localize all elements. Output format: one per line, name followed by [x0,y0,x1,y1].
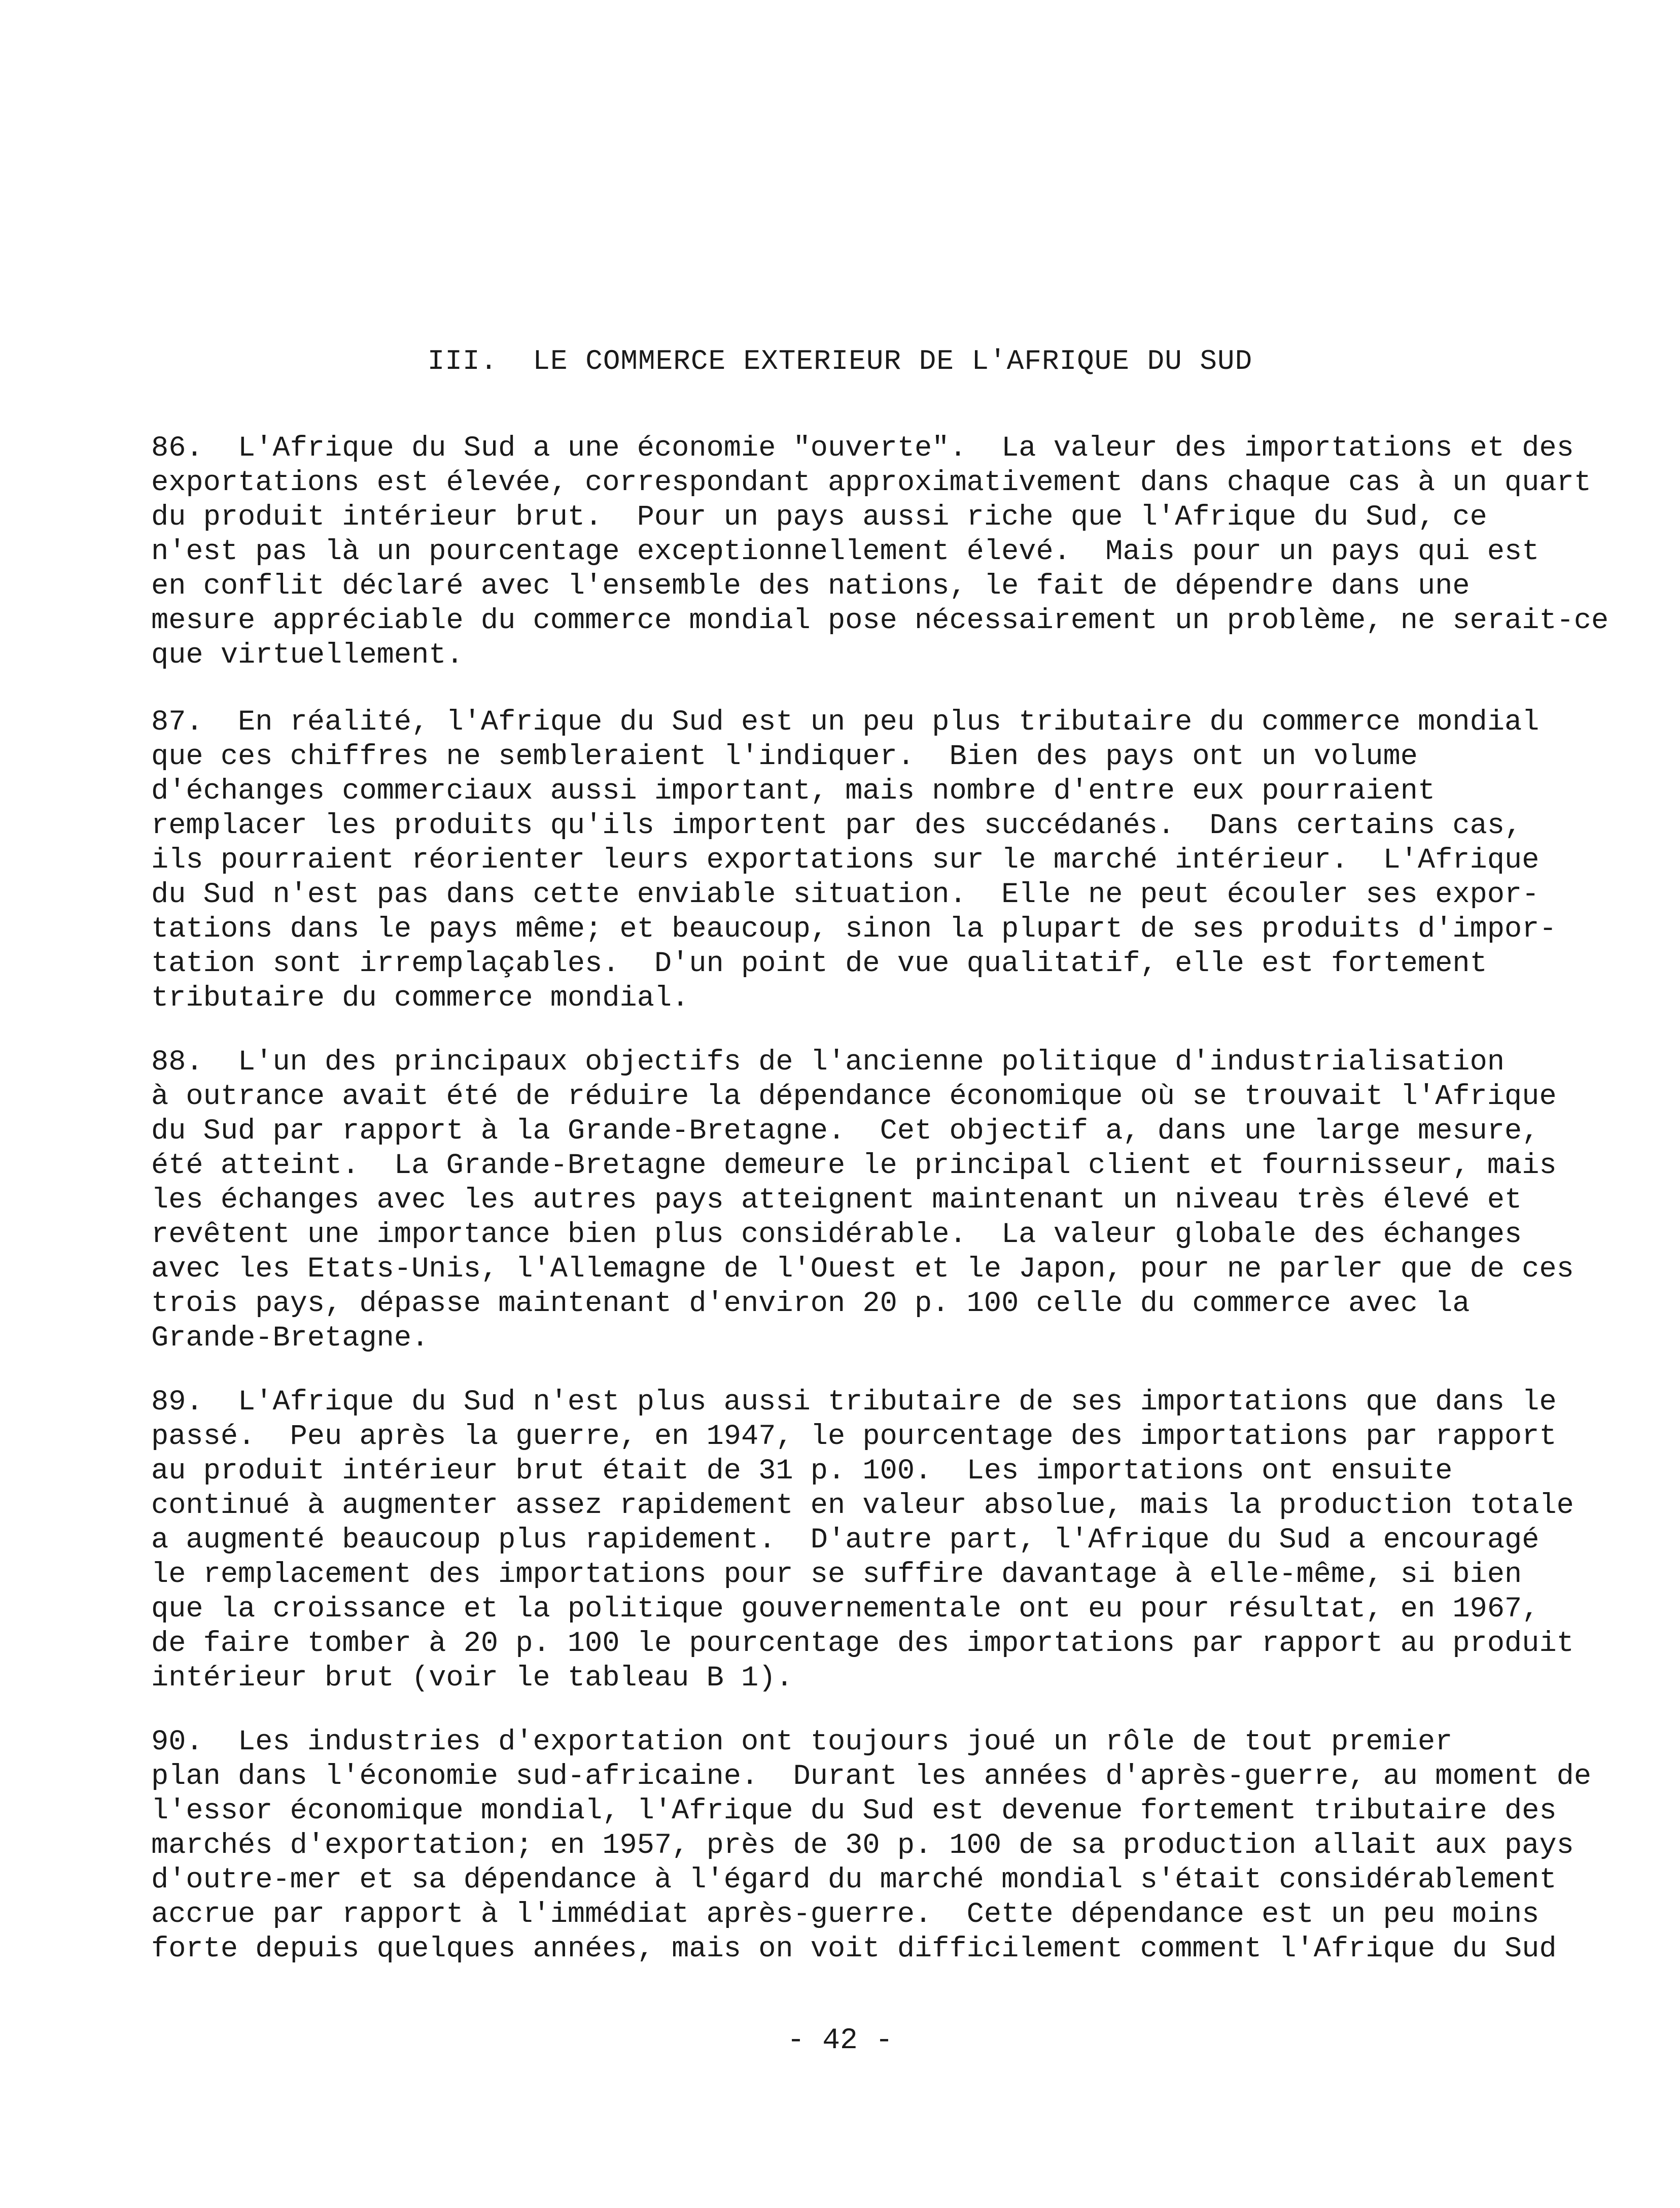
text-line: en conflit déclaré avec l'ensemble des nations, le fait de dépendre dans une [151,570,1470,603]
text-line: à outrance avait été de réduire la dépendance économique où se trouvait l'Afrique [151,1081,1557,1113]
text-line: avec les Etats-Unis, l'Allemagne de l'Ouest et le Japon, pour ne parler que de ces [151,1253,1574,1286]
text-line: que virtuellement. [151,639,464,672]
text-line: d'échanges commerciaux aussi important, mais nombre d'entre eux pourraient [151,775,1436,808]
paragraph-86 [151,431,1609,673]
section-heading: III. LE COMMERCE EXTERIEUR DE L'AFRIQUE DU SUD [427,345,1253,377]
text-line: les échanges avec les autres pays atteignent maintenant un niveau très élevé et [151,1184,1522,1217]
text-line: du produit intérieur brut. Pour un pays aussi riche que l'Afrique du Sud, ce [151,501,1487,534]
text-line: du Sud n'est pas dans cette enviable situation. Elle ne peut écouler ses expor- [151,879,1539,911]
text-line: continué à augmenter assez rapidement en valeur absolue, mais la production totale [151,1490,1574,1522]
text-line: tation sont irremplaçables. D'un point de vue qualitatif, elle est fortement [151,948,1487,980]
text-line: a augmenté beaucoup plus rapidement. D'autre part, l'Afrique du Sud a encouragé [151,1524,1539,1557]
text-line: d'outre-mer et sa dépendance à l'égard du marché mondial s'était considérablement [151,1864,1557,1896]
text-line: tributaire du commerce mondial. [151,982,689,1015]
text-line: forte depuis quelques années, mais on voit difficilement comment l'Afrique du Sud [151,1933,1557,1965]
text-line: tations dans le pays même; et beaucoup, sinon la plupart de ses produits d'impor- [151,913,1557,946]
text-line: Grande-Bretagne. [151,1322,429,1355]
text-line: le remplacement des importations pour se suffire davantage à elle-même, si bien [151,1559,1522,1591]
text-line: été atteint. La Grande-Bretagne demeure le principal client et fournisseur, mais [151,1150,1557,1182]
text-line: remplacer les produits qu'ils importent par des succédanés. Dans certains cas, [151,810,1522,842]
text-line: 89. L'Afrique du Sud n'est plus aussi tributaire de ses importations que dans le [151,1386,1557,1419]
text-line: ils pourraient réorienter leurs exportations sur le marché intérieur. L'Afrique [151,844,1539,877]
text-line: marchés d'exportation; en 1957, près de 30 p. 100 de sa production allait aux pays [151,1830,1574,1862]
text-line: que la croissance et la politique gouvernementale ont eu pour résultat, en 1967, [151,1593,1539,1626]
text-line: trois pays, dépasse maintenant d'environ 20 p. 100 celle du commerce avec la [151,1288,1470,1320]
text-line: au produit intérieur brut était de 31 p. 100. Les importations ont ensuite [151,1455,1453,1488]
text-line: de faire tomber à 20 p. 100 le pourcentage des importations par rapport au produit [151,1628,1574,1660]
text-line: 87. En réalité, l'Afrique du Sud est un peu plus tributaire du commerce mondial [151,706,1539,739]
text-line: plan dans l'économie sud-africaine. Durant les années d'après-guerre, au moment de [151,1761,1592,1793]
text-line: n'est pas là un pourcentage exceptionnellement élevé. Mais pour un pays qui est [151,536,1539,568]
paragraph-89 [151,1385,1574,1696]
text-line: mesure appréciable du commerce mondial pose nécessairement un problème, ne serait-ce [151,605,1609,637]
text-line: 90. Les industries d'exportation ont toujours joué un rôle de tout premier [151,1726,1453,1758]
paragraph-90 [151,1725,1592,1966]
text-line: du Sud par rapport à la Grande-Bretagne. Cet objectif a, dans une large mesure, [151,1115,1539,1148]
text-line: 88. L'un des principaux objectifs de l'ancienne politique d'industrialisation [151,1046,1505,1079]
text-line: passé. Peu après la guerre, en 1947, le pourcentage des importations par rapport [151,1421,1557,1453]
paragraph-88 [151,1045,1574,1356]
paragraph-87 [151,705,1557,1016]
text-line: 86. L'Afrique du Sud a une économie "ouverte". La valeur des importations et des [151,432,1574,465]
text-line: revêtent une importance bien plus considérable. La valeur globale des échanges [151,1219,1522,1251]
text-line: l'essor économique mondial, l'Afrique du Sud est devenue fortement tributaire des [151,1795,1557,1827]
text-line: accrue par rapport à l'immédiat après-guerre. Cette dépendance est un peu moins [151,1899,1539,1931]
text-line: intérieur brut (voir le tableau B 1). [151,1662,793,1695]
text-line: que ces chiffres ne sembleraient l'indiquer. Bien des pays ont un volume [151,741,1418,773]
text-line: exportations est élevée, correspondant approximativement dans chaque cas à un quart [151,467,1592,499]
page-number: - 42 - [787,2024,893,2057]
